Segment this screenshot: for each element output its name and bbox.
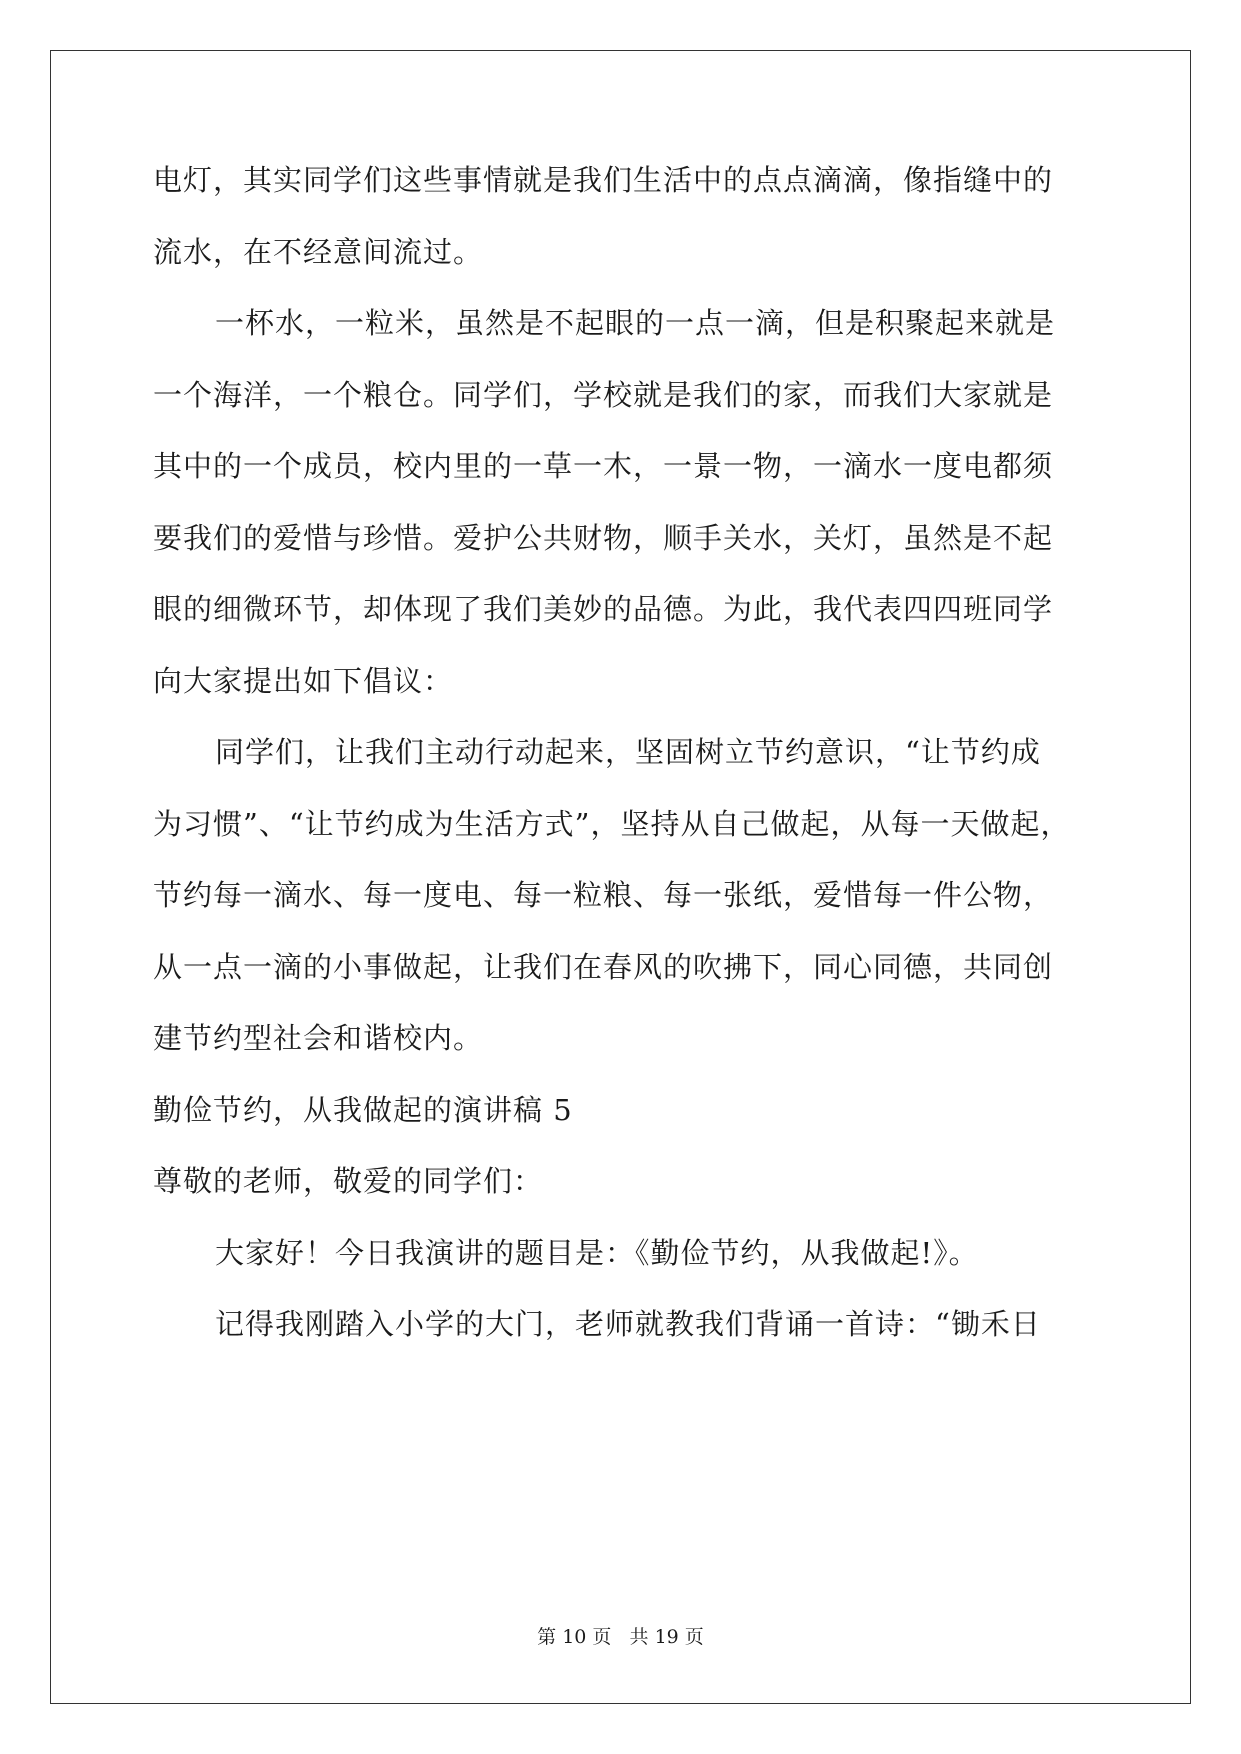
section-heading: 勤俭节约，从我做起的演讲稿 5 bbox=[153, 1093, 573, 1127]
body-line: 一杯水，一粒米，虽然是不起眼的一点一滴，但是积聚起来就是 bbox=[215, 306, 1056, 340]
body-line: 要我们的爱惜与珍惜。爱护公共财物，顺手关水，关灯，虽然是不起 bbox=[153, 521, 1054, 555]
body-line: 其中的一个成员，校内里的一草一木，一景一物，一滴水一度电都须 bbox=[153, 449, 1054, 483]
body-line: 大家好！今日我演讲的题目是：《勤俭节约，从我做起!》。 bbox=[215, 1236, 979, 1270]
body-line: 为习惯”、“让节约成为生活方式”，坚持从自己做起，从每一天做起， bbox=[153, 807, 1071, 841]
page-number-footer: 第 10 页 共 19 页 bbox=[537, 1626, 704, 1648]
body-line: 流水，在不经意间流过。 bbox=[153, 235, 484, 269]
body-line: 同学们，让我们主动行动起来，坚固树立节约意识，“让节约成 bbox=[215, 735, 1041, 769]
body-line: 记得我刚踏入小学的大门，老师就教我们背诵一首诗：“锄禾日 bbox=[215, 1307, 1041, 1341]
body-line: 一个海洋，一个粮仓。同学们，学校就是我们的家，而我们大家就是 bbox=[153, 378, 1054, 412]
body-line: 眼的细微环节，却体现了我们美妙的品德。为此，我代表四四班同学 bbox=[153, 592, 1054, 626]
salutation: 尊敬的老师，敬爱的同学们： bbox=[153, 1164, 544, 1198]
body-line: 向大家提出如下倡议： bbox=[153, 664, 454, 698]
body-line: 节约每一滴水、每一度电、每一粒粮、每一张纸，爱惜每一件公物， bbox=[153, 878, 1054, 912]
body-line: 建节约型社会和谐校内。 bbox=[153, 1021, 484, 1055]
body-line: 电灯，其实同学们这些事情就是我们生活中的点点滴滴，像指缝中的 bbox=[153, 163, 1054, 197]
body-line: 从一点一滴的小事做起，让我们在春风的吹拂下，同心同德，共同创 bbox=[153, 950, 1054, 984]
